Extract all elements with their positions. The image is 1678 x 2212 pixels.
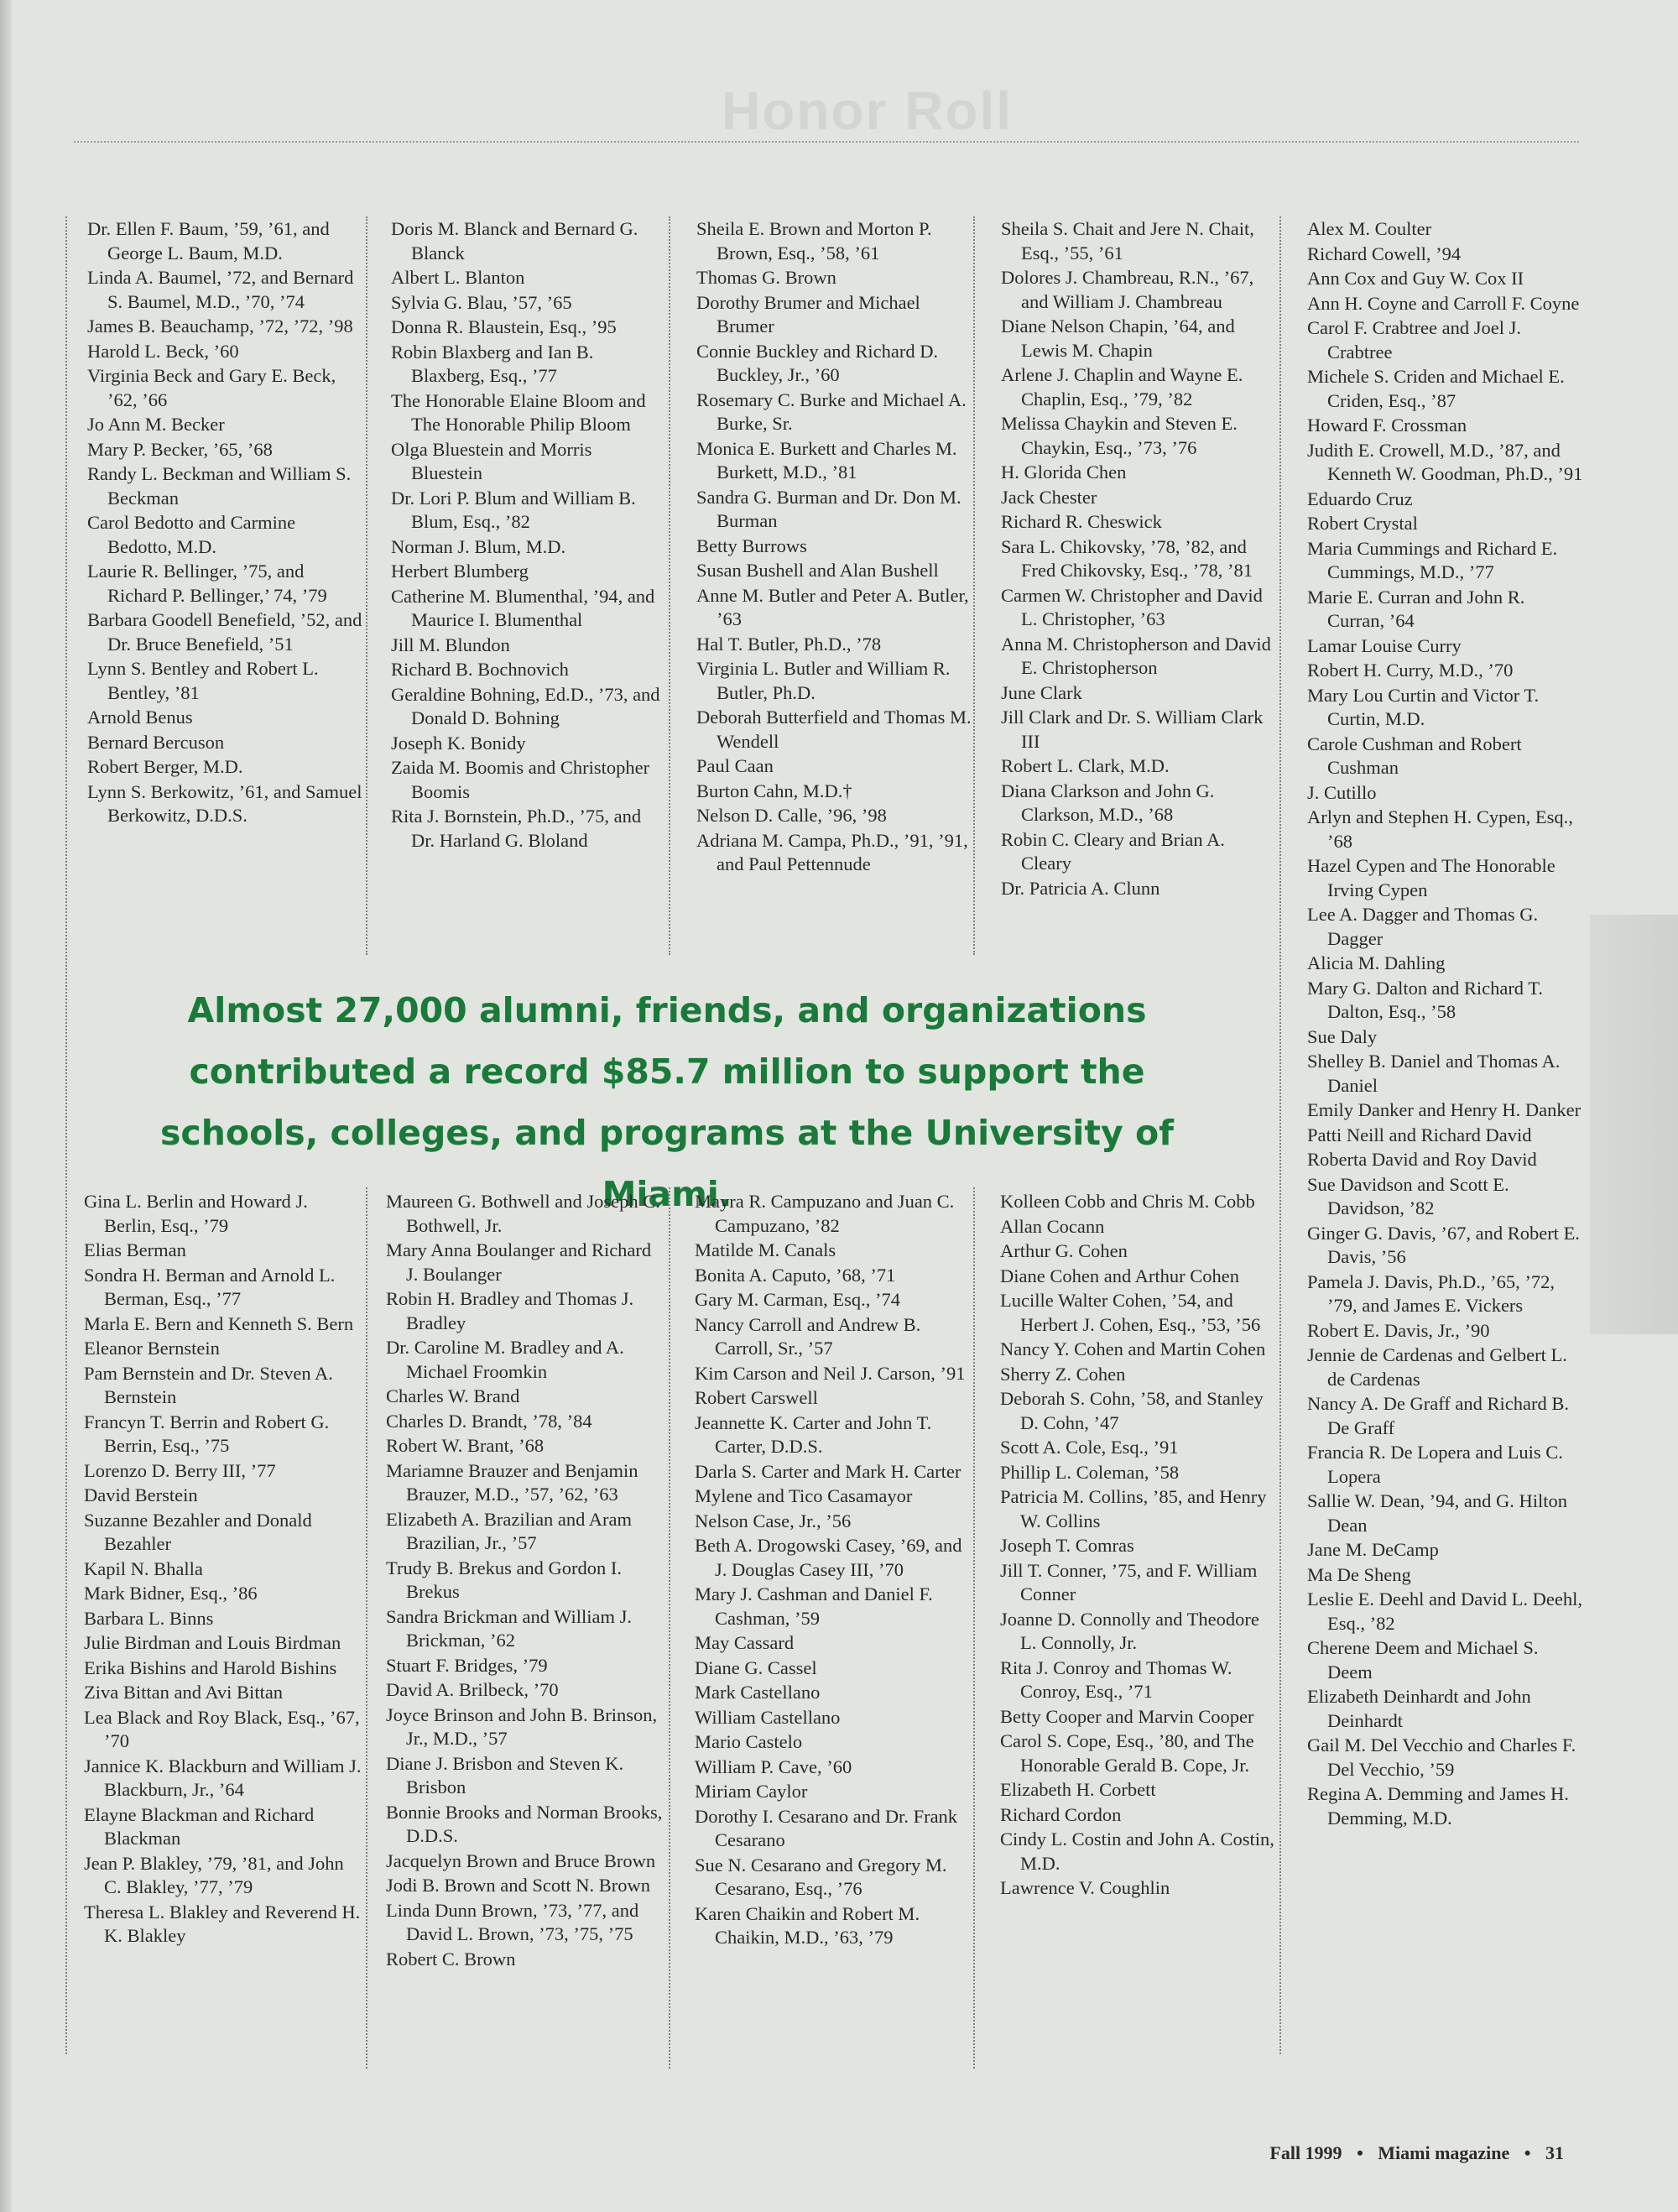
donor-entry: Darla S. Carter and Mark H. Carter bbox=[695, 1460, 961, 1482]
donor-entry: Elizabeth Deinhardt and John Deinhardt bbox=[1307, 1686, 1531, 1731]
column-divider bbox=[65, 217, 67, 2054]
page-footer bbox=[1269, 2142, 1564, 2164]
donor-entry: Jannice K. Blackburn and William J. Blackburn, Jr., ’64 bbox=[84, 1755, 362, 1800]
donor-entry: Susan Bushell and Alan Bushell bbox=[696, 560, 939, 581]
donor-entry: Arlene J. Chaplin and Wayne E. Chaplin, Esq., ’79, ’82 bbox=[1001, 364, 1243, 410]
donor-entry: H. Glorida Chen bbox=[1001, 462, 1127, 483]
donor-entry: Rita J. Bornstein, Ph.D., ’75, and Dr. Harland G. Bloland bbox=[391, 806, 642, 851]
donor-entry: June Clark bbox=[1001, 681, 1082, 703]
donor-entry: Shelley B. Daniel and Thomas A. Daniel bbox=[1307, 1051, 1561, 1096]
donor-entry: Geraldine Bohning, Ed.D., ’73, and Donald D. Bohning bbox=[391, 683, 660, 728]
donation-callout: Almost 27,000 alumni, friends, and organizations contributed a record $85.7 million to support the schools, colleges, and programs at the University of Miami. bbox=[160, 990, 1174, 1214]
donor-entry: Pamela J. Davis, Ph.D., ’65, ’72, ’79, and James E. Vickers bbox=[1307, 1270, 1555, 1316]
donor-entry: Marla E. Bern and Kenneth S. Bern bbox=[84, 1312, 354, 1334]
donor-entry: Ma De Sheng bbox=[1307, 1563, 1411, 1585]
donor-entry: Dorothy I. Cesarano and Dr. Frank Cesarano bbox=[695, 1805, 958, 1850]
donor-entry: Nancy Carroll and Andrew B. Carroll, Sr., ’57 bbox=[695, 1313, 921, 1359]
donor-entry: Melissa Chaykin and Steven E. Chaykin, Esq., ’73, ’76 bbox=[1001, 413, 1238, 458]
donor-entry: Francia R. De Lopera and Luis C. Lopera bbox=[1307, 1442, 1563, 1487]
donor-entry: Robin Blaxberg and Ian B. Blaxberg, Esq., ’77 bbox=[391, 341, 594, 386]
donor-entry: Lee A. Dagger and Thomas G. Dagger bbox=[1307, 904, 1539, 949]
donor-entry: Theresa L. Blakley and Reverend H. K. Blakley bbox=[84, 1901, 361, 1946]
donor-entry: Virginia L. Butler and William R. Butler, Ph.D. bbox=[696, 658, 951, 703]
donor-entry: Kolleen Cobb and Chris M. Cobb bbox=[1000, 1191, 1255, 1212]
donor-entry: Mariamne Brauzer and Benjamin Brauzer, M.D., ’57, ’62, ’63 bbox=[386, 1459, 638, 1505]
donor-entry: Regina A. Demming and James H. Demming, M.D. bbox=[1307, 1783, 1569, 1829]
footer-issue: Fall 1999 bbox=[1269, 2142, 1342, 2163]
donor-entry: Bonita A. Caputo, ’68, ’71 bbox=[695, 1264, 896, 1286]
donor-entry: Anna M. Christopherson and David E. Christopherson bbox=[1001, 633, 1271, 678]
donor-entry: Sandra Brickman and William J. Brickman, ’62 bbox=[386, 1605, 632, 1651]
donor-entry: Hal T. Butler, Ph.D., ’78 bbox=[696, 633, 882, 655]
donor-entry: Pam Bernstein and Dr. Steven A. Bernstein bbox=[84, 1362, 333, 1407]
donor-entry: Arnold Benus bbox=[87, 707, 193, 728]
donor-entry: Herbert Blumberg bbox=[391, 561, 529, 582]
donor-entry: Lucille Walter Cohen, ’54, and Herbert J. Cohen, Esq., ’53, ’56 bbox=[1000, 1290, 1261, 1335]
donor-entry: Norman J. Blum, M.D. bbox=[391, 535, 566, 557]
donor-entry: Richard R. Cheswick bbox=[1001, 511, 1162, 532]
donor-entry: Dr. Patricia A. Clunn bbox=[1001, 877, 1160, 899]
donor-entry: Harold L. Beck, ’60 bbox=[87, 340, 239, 362]
donor-entry: Arthur G. Cohen bbox=[1000, 1240, 1128, 1261]
donor-entry: Mayra R. Campuzano and Juan C. Campuzano, ’82 bbox=[695, 1191, 955, 1236]
donor-column-4-lower bbox=[1000, 1190, 1277, 1902]
donor-entry: Dr. Ellen F. Baum, ’59, ’61, and George L. Baum, M.D. bbox=[87, 218, 330, 263]
donor-entry: Mary G. Dalton and Richard T. Dalton, Esq., ’58 bbox=[1307, 977, 1543, 1022]
donor-entry: Sheila E. Brown and Morton P. Brown, Esq., ’58, ’61 bbox=[696, 218, 932, 263]
donor-entry: Jane M. DeCamp bbox=[1307, 1539, 1439, 1560]
column-divider bbox=[669, 1187, 670, 2069]
donor-entry: Joyce Brinson and John B. Brinson, Jr., M.D., ’57 bbox=[386, 1703, 658, 1749]
donor-entry: Robert H. Curry, M.D., ’70 bbox=[1307, 660, 1514, 681]
donor-entry: Carole Cushman and Robert Cushman bbox=[1307, 733, 1522, 778]
donor-entry: Trudy B. Brekus and Gordon I. Brekus bbox=[386, 1557, 623, 1602]
donor-entry: Lawrence V. Coughlin bbox=[1000, 1877, 1170, 1898]
donor-entry: Mark Castellano bbox=[695, 1682, 821, 1703]
donor-entry: Joseph T. Comras bbox=[1000, 1535, 1134, 1556]
donor-entry: Barbara Goodell Benefield, ’52, and Dr. Bruce Benefield, ’51 bbox=[87, 609, 362, 655]
donor-column-2-upper bbox=[391, 217, 666, 853]
donor-entry: Julie Birdman and Louis Birdman bbox=[84, 1632, 341, 1653]
donor-entry: Dolores J. Chambreau, R.N., ’67, and William J. Chambreau bbox=[1001, 267, 1254, 312]
footer-separator: • bbox=[1357, 2142, 1363, 2163]
donor-entry: Deborah S. Cohn, ’58, and Stanley D. Cohn, ’47 bbox=[1000, 1388, 1264, 1433]
donor-entry: J. Cutillo bbox=[1307, 781, 1377, 803]
donor-entry: Elizabeth A. Brazilian and Aram Brazilian, Jr., ’57 bbox=[386, 1508, 633, 1553]
page-binding-edge bbox=[0, 0, 12, 2212]
donor-entry: Elayne Blackman and Richard Blackman bbox=[84, 1803, 315, 1849]
donor-entry: Kapil N. Bhalla bbox=[84, 1557, 203, 1579]
donor-entry: Diane Cohen and Arthur Cohen bbox=[1000, 1265, 1239, 1286]
donor-column-3-upper bbox=[696, 217, 972, 878]
donor-entry: Marie E. Curran and John R. Curran, ’64 bbox=[1307, 586, 1525, 631]
donor-entry: Gina L. Berlin and Howard J. Berlin, Esq., ’79 bbox=[84, 1191, 308, 1236]
donor-entry: Miriam Caylor bbox=[695, 1781, 808, 1802]
donor-entry: Robert L. Clark, M.D. bbox=[1001, 755, 1170, 776]
donor-column-1-upper bbox=[87, 217, 364, 829]
donor-entry: Albert L. Blanton bbox=[391, 267, 525, 288]
donor-entry: Virginia Beck and Gary E. Beck, ’62, ’66 bbox=[87, 365, 336, 410]
donor-entry: Maria Cummings and Richard E. Cummings, M.D., ’77 bbox=[1307, 537, 1558, 582]
column-divider bbox=[1279, 217, 1281, 2054]
donor-entry: Robert Carswell bbox=[695, 1387, 818, 1408]
donor-entry: Gary M. Carman, Esq., ’74 bbox=[695, 1289, 900, 1310]
donor-entry: Bonnie Brooks and Norman Brooks, D.D.S. bbox=[386, 1801, 663, 1846]
donor-entry: Sallie W. Dean, ’94, and G. Hilton Dean bbox=[1307, 1490, 1567, 1536]
donor-entry: William P. Cave, ’60 bbox=[695, 1756, 852, 1777]
donor-entry: Allan Cocann bbox=[1000, 1215, 1105, 1237]
donor-entry: Laurie R. Bellinger, ’75, and Richard P. Bellinger,’ 74, ’79 bbox=[87, 561, 327, 606]
donor-entry: Richard Cowell, ’94 bbox=[1307, 243, 1462, 264]
donor-entry: Robert E. Davis, Jr., ’90 bbox=[1307, 1319, 1490, 1341]
donor-entry: Judith E. Crowell, M.D., ’87, and Kenneth W. Goodman, Ph.D., ’91 bbox=[1307, 439, 1583, 484]
donor-entry: Mark Bidner, Esq., ’86 bbox=[84, 1583, 258, 1604]
donor-entry: Jill M. Blundon bbox=[391, 634, 510, 655]
donor-entry: Catherine M. Blumenthal, ’94, and Maurice I. Blumenthal bbox=[391, 585, 655, 630]
donor-entry: Jennie de Cardenas and Gelbert L. de Cardenas bbox=[1307, 1344, 1567, 1390]
donor-entry: Olga Bluestein and Morris Bluestein bbox=[391, 438, 592, 483]
column-divider bbox=[973, 217, 975, 955]
donor-entry: Mary Anna Boulanger and Richard J. Boulanger bbox=[386, 1239, 652, 1285]
donor-entry: Lynn S. Bentley and Robert L. Bentley, ’81 bbox=[87, 658, 319, 703]
donor-entry: Bernard Bercuson bbox=[87, 731, 225, 753]
donor-entry: Jodi B. Brown and Scott N. Brown bbox=[386, 1875, 650, 1896]
donor-entry: Deborah Butterfield and Thomas M. Wendell bbox=[696, 707, 972, 752]
donor-entry: Ann H. Coyne and Carroll F. Coyne bbox=[1307, 292, 1580, 314]
donor-entry: Cindy L. Costin and John A. Costin, M.D. bbox=[1000, 1829, 1274, 1874]
donor-entry: Adriana M. Campa, Ph.D., ’91, ’91, and Paul Pettennude bbox=[696, 829, 968, 874]
donor-entry: Scott A. Cole, Esq., ’91 bbox=[1000, 1437, 1179, 1458]
donor-entry: Francyn T. Berrin and Robert G. Berrin, Esq., ’75 bbox=[84, 1411, 330, 1456]
donor-entry: Jacquelyn Brown and Bruce Brown bbox=[386, 1849, 656, 1871]
donor-entry: Sylvia G. Blau, ’57, ’65 bbox=[391, 291, 572, 313]
donor-entry: William Castellano bbox=[695, 1706, 841, 1728]
donor-entry: Kim Carson and Neil J. Carson, ’91 bbox=[695, 1362, 966, 1384]
donor-entry: Linda Dunn Brown, ’73, ’77, and David L. Brown, ’73, ’75, ’75 bbox=[386, 1899, 639, 1944]
donor-entry: Sondra H. Berman and Arnold L. Berman, Esq., ’77 bbox=[84, 1264, 336, 1309]
donor-entry: Mary J. Cashman and Daniel F. Cashman, ’59 bbox=[695, 1583, 933, 1629]
donor-entry: Eleanor Bernstein bbox=[84, 1338, 220, 1359]
donor-entry: Paul Caan bbox=[696, 755, 774, 776]
donor-entry: May Cassard bbox=[695, 1632, 795, 1653]
donor-entry: Gail M. Del Vecchio and Charles F. Del Vecchio, ’59 bbox=[1307, 1735, 1576, 1780]
footer-magazine: Miami magazine bbox=[1378, 2142, 1510, 2163]
donor-entry: Arlyn and Stephen H. Cypen, Esq., ’68 bbox=[1307, 806, 1573, 852]
donor-entry: Beth A. Drogowski Casey, ’69, and J. Douglas Casey III, ’70 bbox=[695, 1535, 962, 1580]
donor-entry: Dorothy Brumer and Michael Brumer bbox=[696, 291, 920, 336]
donor-entry: Robert Berger, M.D. bbox=[87, 756, 243, 777]
donor-entry: Burton Cahn, M.D.† bbox=[696, 780, 852, 801]
donor-entry: Lorenzo D. Berry III, ’77 bbox=[84, 1459, 276, 1481]
donor-entry: Doris M. Blanck and Bernard G. Blanck bbox=[391, 218, 638, 263]
donor-entry: Cherene Deem and Michael S. Deem bbox=[1307, 1637, 1539, 1682]
donor-entry: Robert W. Brant, ’68 bbox=[386, 1435, 545, 1456]
column-divider bbox=[973, 1187, 975, 2069]
donor-entry: Karen Chaikin and Robert M. Chaikin, M.D., ’63, ’79 bbox=[695, 1902, 920, 1948]
donor-entry: Phillip L. Coleman, ’58 bbox=[1000, 1461, 1180, 1483]
donor-entry: Sherry Z. Cohen bbox=[1000, 1363, 1126, 1385]
donor-entry: Richard Cordon bbox=[1000, 1803, 1122, 1825]
donor-entry: Robin H. Bradley and Thomas J. Bradley bbox=[386, 1288, 634, 1333]
donor-entry: Randy L. Beckman and William S. Beckman bbox=[87, 463, 352, 509]
donor-entry: Charles W. Brand bbox=[386, 1385, 520, 1406]
donor-entry: Elizabeth H. Corbett bbox=[1000, 1779, 1156, 1800]
donor-entry: Nelson Case, Jr., ’56 bbox=[695, 1510, 852, 1531]
donor-entry: Ginger G. Davis, ’67, and Robert E. Davis, ’56 bbox=[1307, 1222, 1580, 1267]
donor-entry: Charles D. Brandt, ’78, ’84 bbox=[386, 1410, 592, 1432]
donor-entry: Barbara L. Binns bbox=[84, 1607, 214, 1629]
donor-entry: Elias Berman bbox=[84, 1239, 186, 1260]
donor-entry: Joanne D. Connolly and Theodore L. Connolly, Jr. bbox=[1000, 1608, 1259, 1653]
donor-entry: Rosemary C. Burke and Michael A. Burke, Sr. bbox=[696, 389, 967, 434]
donor-entry: Sara L. Chikovsky, ’78, ’82, and Fred Chikovsky, Esq., ’78, ’81 bbox=[1001, 535, 1253, 581]
donor-entry: Mary Lou Curtin and Victor T. Curtin, M.D. bbox=[1307, 684, 1540, 729]
adjacent-page-edge bbox=[1590, 915, 1678, 1334]
donor-entry: Sheila S. Chait and Jere N. Chait, Esq., ’55, ’61 bbox=[1001, 218, 1254, 263]
faded-section-header: Honor Roll bbox=[722, 81, 1014, 141]
donor-column-4-upper bbox=[1001, 217, 1278, 901]
donor-entry: Thomas G. Brown bbox=[696, 267, 836, 288]
donor-entry: The Honorable Elaine Bloom and The Honorable Philip Bloom bbox=[391, 389, 646, 435]
donor-entry: Mary P. Becker, ’65, ’68 bbox=[87, 438, 273, 460]
donor-entry: Jeannette K. Carter and John T. Carter, D.D.S. bbox=[695, 1411, 932, 1457]
donor-column-5 bbox=[1307, 217, 1584, 1831]
donor-entry: Nancy Y. Cohen and Martin Cohen bbox=[1000, 1338, 1266, 1359]
donor-entry: Linda A. Baumel, ’72, and Bernard S. Baumel, M.D., ’70, ’74 bbox=[87, 267, 354, 312]
donor-column-1-lower bbox=[84, 1190, 364, 1949]
donor-entry: Diane Nelson Chapin, ’64, and Lewis M. Chapin bbox=[1001, 316, 1235, 361]
donor-entry: Michele S. Criden and Michael E. Criden, Esq., ’87 bbox=[1307, 366, 1565, 411]
donor-entry: Howard F. Crossman bbox=[1307, 415, 1467, 436]
donor-entry: Carol Bedotto and Carmine Bedotto, M.D. bbox=[87, 512, 296, 557]
donor-entry: Hazel Cypen and The Honorable Irving Cypen bbox=[1307, 855, 1556, 900]
column-divider bbox=[366, 217, 367, 955]
donor-entry: Jo Ann M. Becker bbox=[87, 414, 225, 435]
donor-entry: Diane J. Brisbon and Steven K. Brisbon bbox=[386, 1752, 624, 1797]
donor-entry: Sandra G. Burman and Dr. Don M. Burman bbox=[696, 486, 961, 531]
donor-entry: David A. Brilbeck, ’70 bbox=[386, 1679, 559, 1700]
donor-entry: Robin C. Cleary and Brian A. Cleary bbox=[1001, 828, 1225, 874]
column-divider bbox=[669, 217, 670, 955]
donor-entry: Suzanne Bezahler and Donald Bezahler bbox=[84, 1509, 312, 1554]
donor-entry: Betty Burrows bbox=[696, 535, 807, 556]
donor-entry: Eduardo Cruz bbox=[1307, 488, 1413, 509]
donor-entry: Sue Davidson and Scott E. Davidson, ’82 bbox=[1307, 1173, 1509, 1218]
donor-entry: Lea Black and Roy Black, Esq., ’67, ’70 bbox=[84, 1706, 360, 1751]
donor-entry: Lynn S. Berkowitz, ’61, and Samuel Berkowitz, D.D.S. bbox=[87, 780, 362, 826]
donor-entry: James B. Beauchamp, ’72, ’72, ’98 bbox=[87, 316, 353, 336]
donor-entry: Carmen W. Christopher and David L. Christopher, ’63 bbox=[1001, 584, 1263, 629]
donor-entry: Sue N. Cesarano and Gregory M. Cesarano, Esq., ’76 bbox=[695, 1854, 947, 1899]
footer-separator: • bbox=[1524, 2142, 1531, 2163]
donor-entry: Matilde M. Canals bbox=[695, 1239, 836, 1260]
donor-entry: Donna R. Blaustein, Esq., ’95 bbox=[391, 316, 617, 337]
donor-entry: Patti Neill and Richard David bbox=[1307, 1124, 1532, 1145]
donor-entry: Patricia M. Collins, ’85, and Henry W. Collins bbox=[1000, 1486, 1267, 1531]
donor-entry: Jill T. Conner, ’75, and F. William Conner bbox=[1000, 1559, 1258, 1604]
donor-entry: Alex M. Coulter bbox=[1307, 218, 1432, 239]
donor-entry: Zaida M. Boomis and Christopher Boomis bbox=[391, 757, 650, 802]
donor-entry: Nancy A. De Graff and Richard B. De Graff bbox=[1307, 1393, 1569, 1438]
donor-entry: Robert Crystal bbox=[1307, 513, 1418, 534]
donor-entry: Jean P. Blakley, ’79, ’81, and John C. Blakley, ’77, ’79 bbox=[84, 1852, 344, 1897]
donor-entry: Jack Chester bbox=[1001, 486, 1097, 508]
donor-entry: Jill Clark and Dr. S. William Clark III bbox=[1001, 707, 1264, 752]
donor-entry: Lamar Louise Curry bbox=[1307, 634, 1462, 656]
donor-entry: Diana Clarkson and John G. Clarkson, M.D., ’68 bbox=[1001, 780, 1215, 825]
top-dotted-rule bbox=[74, 141, 1579, 143]
donor-entry: Dr. Caroline M. Bradley and A. Michael Froomkin bbox=[386, 1337, 624, 1382]
donor-entry: Maureen G. Bothwell and Joseph C. Bothwell, Jr. bbox=[386, 1191, 660, 1236]
donor-entry: Rita J. Conroy and Thomas W. Conroy, Esq., ’71 bbox=[1000, 1656, 1232, 1702]
donor-entry: Leslie E. Deehl and David L. Deehl, Esq., ’82 bbox=[1307, 1589, 1583, 1634]
donor-entry: Emily Danker and Henry H. Danker bbox=[1307, 1099, 1582, 1120]
donor-entry: Stuart F. Bridges, ’79 bbox=[386, 1654, 548, 1676]
donor-entry: Monica E. Burkett and Charles M. Burkett, M.D., ’81 bbox=[696, 437, 957, 483]
donor-entry: Alicia M. Dahling bbox=[1307, 952, 1446, 973]
donor-entry: Betty Cooper and Marvin Cooper bbox=[1000, 1705, 1254, 1727]
donor-entry: David Berstein bbox=[84, 1484, 198, 1505]
donor-entry: Nelson D. Calle, ’96, ’98 bbox=[696, 805, 887, 826]
donor-entry: Carol F. Crabtree and Joel J. Crabtree bbox=[1307, 317, 1522, 363]
donor-entry: Mylene and Tico Casamayor bbox=[695, 1485, 913, 1506]
donor-entry: Ann Cox and Guy W. Cox II bbox=[1307, 268, 1524, 289]
donor-entry: Diane G. Cassel bbox=[695, 1656, 817, 1678]
donor-column-2-lower bbox=[386, 1190, 666, 1972]
donor-entry: Carol S. Cope, Esq., ’80, and The Honorable Gerald B. Cope, Jr. bbox=[1000, 1730, 1254, 1776]
donor-entry: Joseph K. Bonidy bbox=[391, 732, 526, 754]
donor-entry: Robert C. Brown bbox=[386, 1948, 516, 1969]
donor-entry: Ziva Bittan and Avi Bittan bbox=[84, 1682, 284, 1703]
donor-entry: Sue Daly bbox=[1307, 1025, 1378, 1047]
page-number: 31 bbox=[1545, 2142, 1564, 2163]
donor-entry: Mario Castelo bbox=[695, 1731, 803, 1752]
donor-column-3-lower bbox=[695, 1190, 972, 1951]
donor-entry: Richard B. Bochnovich bbox=[391, 659, 569, 680]
donor-entry: Erika Bishins and Harold Bishins bbox=[84, 1656, 337, 1678]
donor-entry: Dr. Lori P. Blum and William B. Blum, Esq., ’82 bbox=[391, 487, 636, 532]
column-divider bbox=[366, 1187, 367, 2069]
donor-entry: Anne M. Butler and Peter A. Butler, ’63 bbox=[696, 584, 969, 629]
donor-entry: Connie Buckley and Richard D. Buckley, Jr., ’60 bbox=[696, 340, 939, 385]
donor-entry: Roberta David and Roy David bbox=[1307, 1149, 1537, 1170]
